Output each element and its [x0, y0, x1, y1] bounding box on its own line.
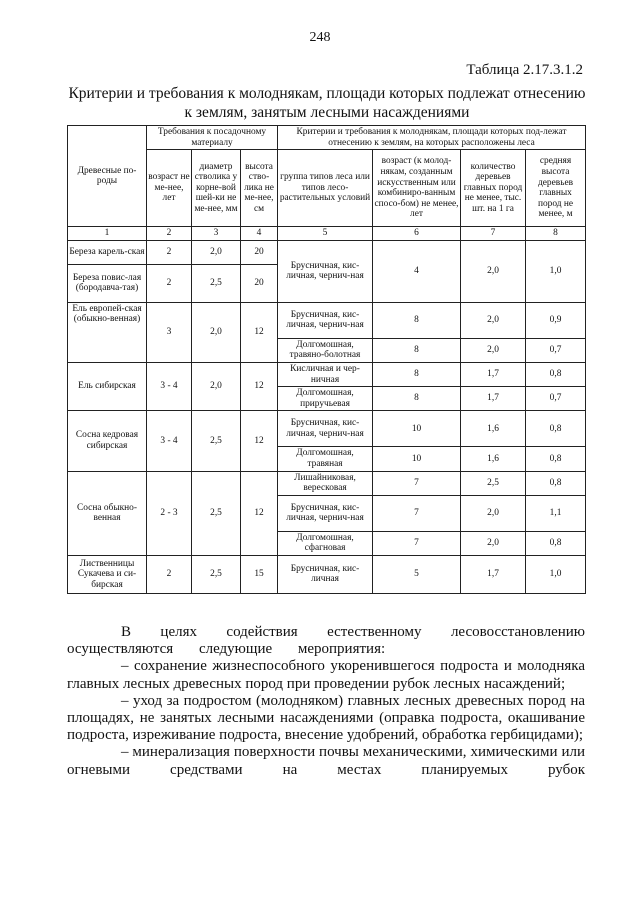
table-row: Береза повис-лая (бородавча-тая) 2 2,5 20: [68, 264, 586, 302]
header-forest-type: группа типов леса или типов лесо-растительных условий: [278, 150, 373, 227]
header-avg-height: средняя высота деревьев главных пород не менее, м: [526, 150, 586, 227]
paragraph-item-1: – сохранение жизнеспособного укоренившегося подроста и молодняка главных лесных древесных пород при проведении рубок лесных насаждений;: [67, 658, 585, 692]
header-age: возраст не ме-нее, лет: [147, 150, 192, 227]
table-row: Долгомошная, сфагновая 7 2,0 0,8: [68, 531, 586, 555]
table-row: Сосна кедровая сибирская 3 - 4 2,5 12 Брусничная, кис-личная, чернич-ная 10 1,6 0,8: [68, 411, 586, 447]
header-criteria-group: Критерии и требования к молоднякам, площади которых под-лежат отнесению к землям, на которых расположены леса: [278, 126, 586, 150]
table-row: Береза карель-ская 2 2,0 20 Брусничная, кис-личная, чернич-ная 4 2,0 1,0: [68, 240, 586, 264]
header-diameter: диаметр стволика у корне-вой шей-ки не ме-нее, мм: [192, 150, 241, 227]
page-number: 248: [309, 30, 331, 45]
table-title: Критерии и требования к молоднякам, площади которых подлежат отнесению к землям, занятым лесными насаждениями: [68, 85, 586, 121]
table-row: Долгомошная, травяная 10 1,6 0,8: [68, 447, 586, 471]
body-paragraphs: [67, 624, 585, 779]
table-row: Ель сибирская 3 - 4 2,0 12 Кисличная и чер-ничная 8 1,7 0,8: [68, 362, 586, 386]
header-height: высота ство-лика не ме-нее, см: [241, 150, 278, 227]
paragraph-intro: В целях содействия естественному лесовосстановлению осуществляются следующие мероприятия:: [67, 624, 585, 658]
header-planting-group: Требования к посадочному материалу: [147, 126, 278, 150]
table-row: Сосна обыкно-венная 2 - 3 2,5 12 Лишайниковая, вересковая 7 2,5 0,8: [68, 471, 586, 495]
table-label: Таблица 2.17.3.1.2: [466, 62, 583, 78]
header-young-age: возраст (к молод-някам, созданным искусственным или комбиниро-ванным спосо-бом) не менее, лет: [373, 150, 461, 227]
table-row: Долгомошная, приручьевая 8 1,7 0,7: [68, 387, 586, 411]
table-row: Ель европей-ская (обыкно-венная) 3 2,0 12 Брусничная, кис-личная, чернич-ная 8 2,0 0,9: [68, 302, 586, 338]
header-tree-count: количество деревьев главных пород не менее, тыс. шт. на 1 га: [461, 150, 526, 227]
paragraph-item-2: – уход за подростом (молодняком) главных лесных древесных пород на площадях, не занятых лесными насаждениями (оправка подроста, окашивание подроста, изреживание подроста, внесение удобрений, обработка гербицидами);: [67, 692, 585, 744]
header-species: Древесные по-роды: [68, 126, 147, 227]
table-row: Долгомошная, травяно-болотная 8 2,0 0,7: [68, 338, 586, 362]
table-row: Брусничная, кис-личная, чернич-ная 7 2,0 1,1: [68, 495, 586, 531]
table-row: Лиственницы Сукачева и си-бирская 2 2,5 15 Брусничная, кис-личная 5 1,7 1,0: [68, 555, 586, 593]
criteria-table: [67, 125, 586, 594]
column-numbers-row: 1 2 3 4 5 6 7 8: [68, 227, 586, 241]
paragraph-item-3: – минерализация поверхности почвы механическими, химическими или огневыми средствами на местах планируемых рубок: [67, 744, 585, 778]
